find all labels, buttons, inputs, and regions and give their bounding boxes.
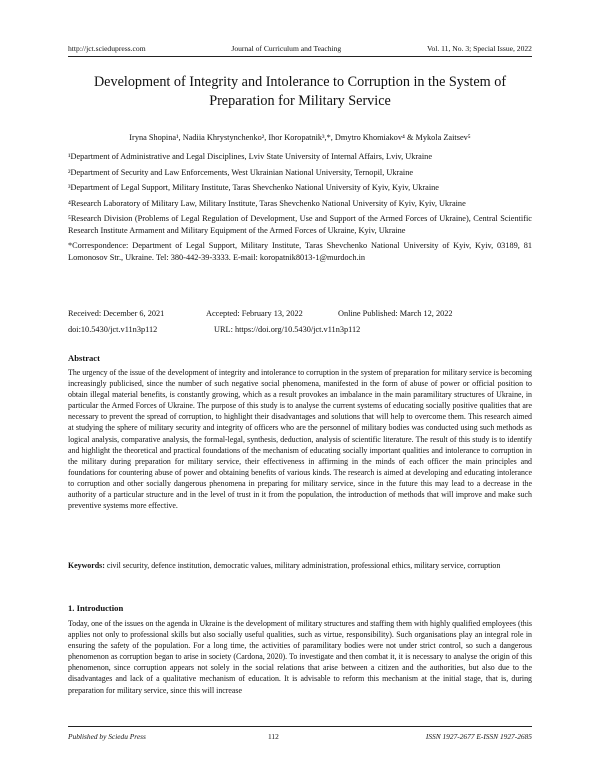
introduction-text: Today, one of the issues on the agenda in Ukraine is the development of military structures and staffing them with highly qualified employees (this applies not only to professional skills but also socially useful qualities, such as virtue, responsibility). Such organisations play an integral role in ensuring the safety of the population. For a long time, the activities of paramilitary bodies were not under strict control, so such a dangerous phenomenon as corruption began to arise in society (Cardona, 2020). To investigate and then combat it, it is necessary to analyse the origin of this phenomenon, since corruption appears not solely in the social relations that arise between a citizen and the authorities, but also due to the disadvantages and lack of a qualitative mechanism of education. It is advisable to reform this mechanism at the initial stage, that is, during preparation for military service, since this will increase — [68, 619, 532, 695]
doi[interactable]: doi:10.5430/jct.v11n3p112 — [68, 325, 158, 334]
publication-dates — [68, 306, 532, 338]
abstract-heading: Abstract — [68, 353, 100, 363]
volume-info: Vol. 11, No. 3; Special Issue, 2022 — [426, 44, 532, 53]
accepted-date: Accepted: February 13, 2022 — [206, 309, 303, 318]
journal-url[interactable]: http://jct.sciedupress.com — [68, 44, 146, 53]
issn: ISSN 1927-2677 E-ISSN 1927-2685 — [425, 732, 532, 741]
page-number: 112 — [268, 732, 279, 741]
affiliation-3: ³Department of Legal Support, Military Institute, Taras Shevchenko National University of Kyiv, Kyiv, Ukraine — [68, 183, 439, 192]
journal-name: Journal of Curriculum and Teaching — [231, 44, 342, 53]
paper-title: Development of Integrity and Intolerance to Corruption in the System of Preparation for Military Service — [93, 74, 507, 109]
abstract-text: The urgency of the issue of the development of integrity and intolerance to corruption in the system of preparation for military service is becoming increasingly publicised, since the number of such negative social phenomena, manifested in the form of abuse of power or official position to obtain illegal material benefits, is constantly growing, which as a result provokes an imbalance in the main paramilitary structures of Ukraine, in particular the Armed Forces of Ukraine. The purpose of this study is to analyse the current systems of educating socially positive qualities that are necessary to prevent the spread of corruption, to highlight their disadvantages and solutions that will help to overcome them. This research aimed at studying the sphere of military security and integrity of officers who are the personnel of military bodies was conducted using such methods as logical analysis, comparative analysis, the formal-legal, synthesis, deduction, analysis of scientific literature. The result of this study is to identify and highlight the theoretical and practical foundations of the mechanism of educating socially important qualities and intolerance to corruption in the military during preparation for military service, their effectiveness in affirming in the minds of each officer the main principles and foundations for countering abuse of power and obtaining benefits of various kinds. The research is aimed at developing and educating intolerance to corruption and other socially dangerous phenomena in preparing for military service, since in the future this may lead to a decrease in the authority of a particular structure and in the level of trust in it from the population, the introduction of methods that will improve and make such preventive systems more effective. — [68, 368, 532, 511]
keywords-label: Keywords: — [68, 561, 105, 570]
footer-divider — [68, 726, 532, 727]
running-header — [68, 44, 532, 53]
affiliation-1: ¹Department of Administrative and Legal Disciplines, Lviv State University of Internal Affairs, Lviv, Ukraine — [68, 152, 433, 161]
keywords — [68, 560, 532, 571]
introduction-heading: 1. Introduction — [68, 603, 124, 613]
affiliations — [68, 151, 532, 263]
correspondence: *Correspondence: Department of Legal Support, Military Institute, Taras Shevchenko National University of Kyiv, Kyiv, 03189, 81 Lomonosov Str., Ukraine. Tel: 380-442-39-3333. E-mail: koropatnik8013-1@murdoch.in — [68, 241, 532, 262]
author-list: Iryna Shopina¹, Nadiia Khrystynchenko², Ihor Koropatnik³,*, Dmytro Khomiakov⁴ & Mykola Zaitsev⁵ — [129, 133, 471, 142]
header-divider — [68, 56, 532, 57]
affiliation-2: ²Department of Security and Law Enforcements, West Ukrainian National University, Ternopil, Ukraine — [68, 167, 414, 177]
affiliation-5: ⁵Research Division (Problems of Legal Regulation of Development, Use and Support of the Armed Forces of Ukraine), Central Scientific Research Institute Armament and Military Equipment of the Armed Forces of Ukraine, Kyiv, Ukraine — [68, 214, 532, 235]
publisher: Published by Sciedu Press — [68, 732, 146, 741]
online-date: Online Published: March 12, 2022 — [338, 309, 453, 318]
received-date: Received: December 6, 2021 — [68, 309, 165, 318]
doi-url[interactable]: URL: https://doi.org/10.5430/jct.v11n3p112 — [214, 325, 361, 334]
affiliation-4: ⁴Research Laboratory of Military Law, Military Institute, Taras Shevchenko National University of Kyiv, Kyiv, Ukraine — [68, 198, 466, 208]
keywords-text: civil security, defence institution, democratic values, military administration, professional ethics, military service, corruption — [106, 561, 501, 570]
